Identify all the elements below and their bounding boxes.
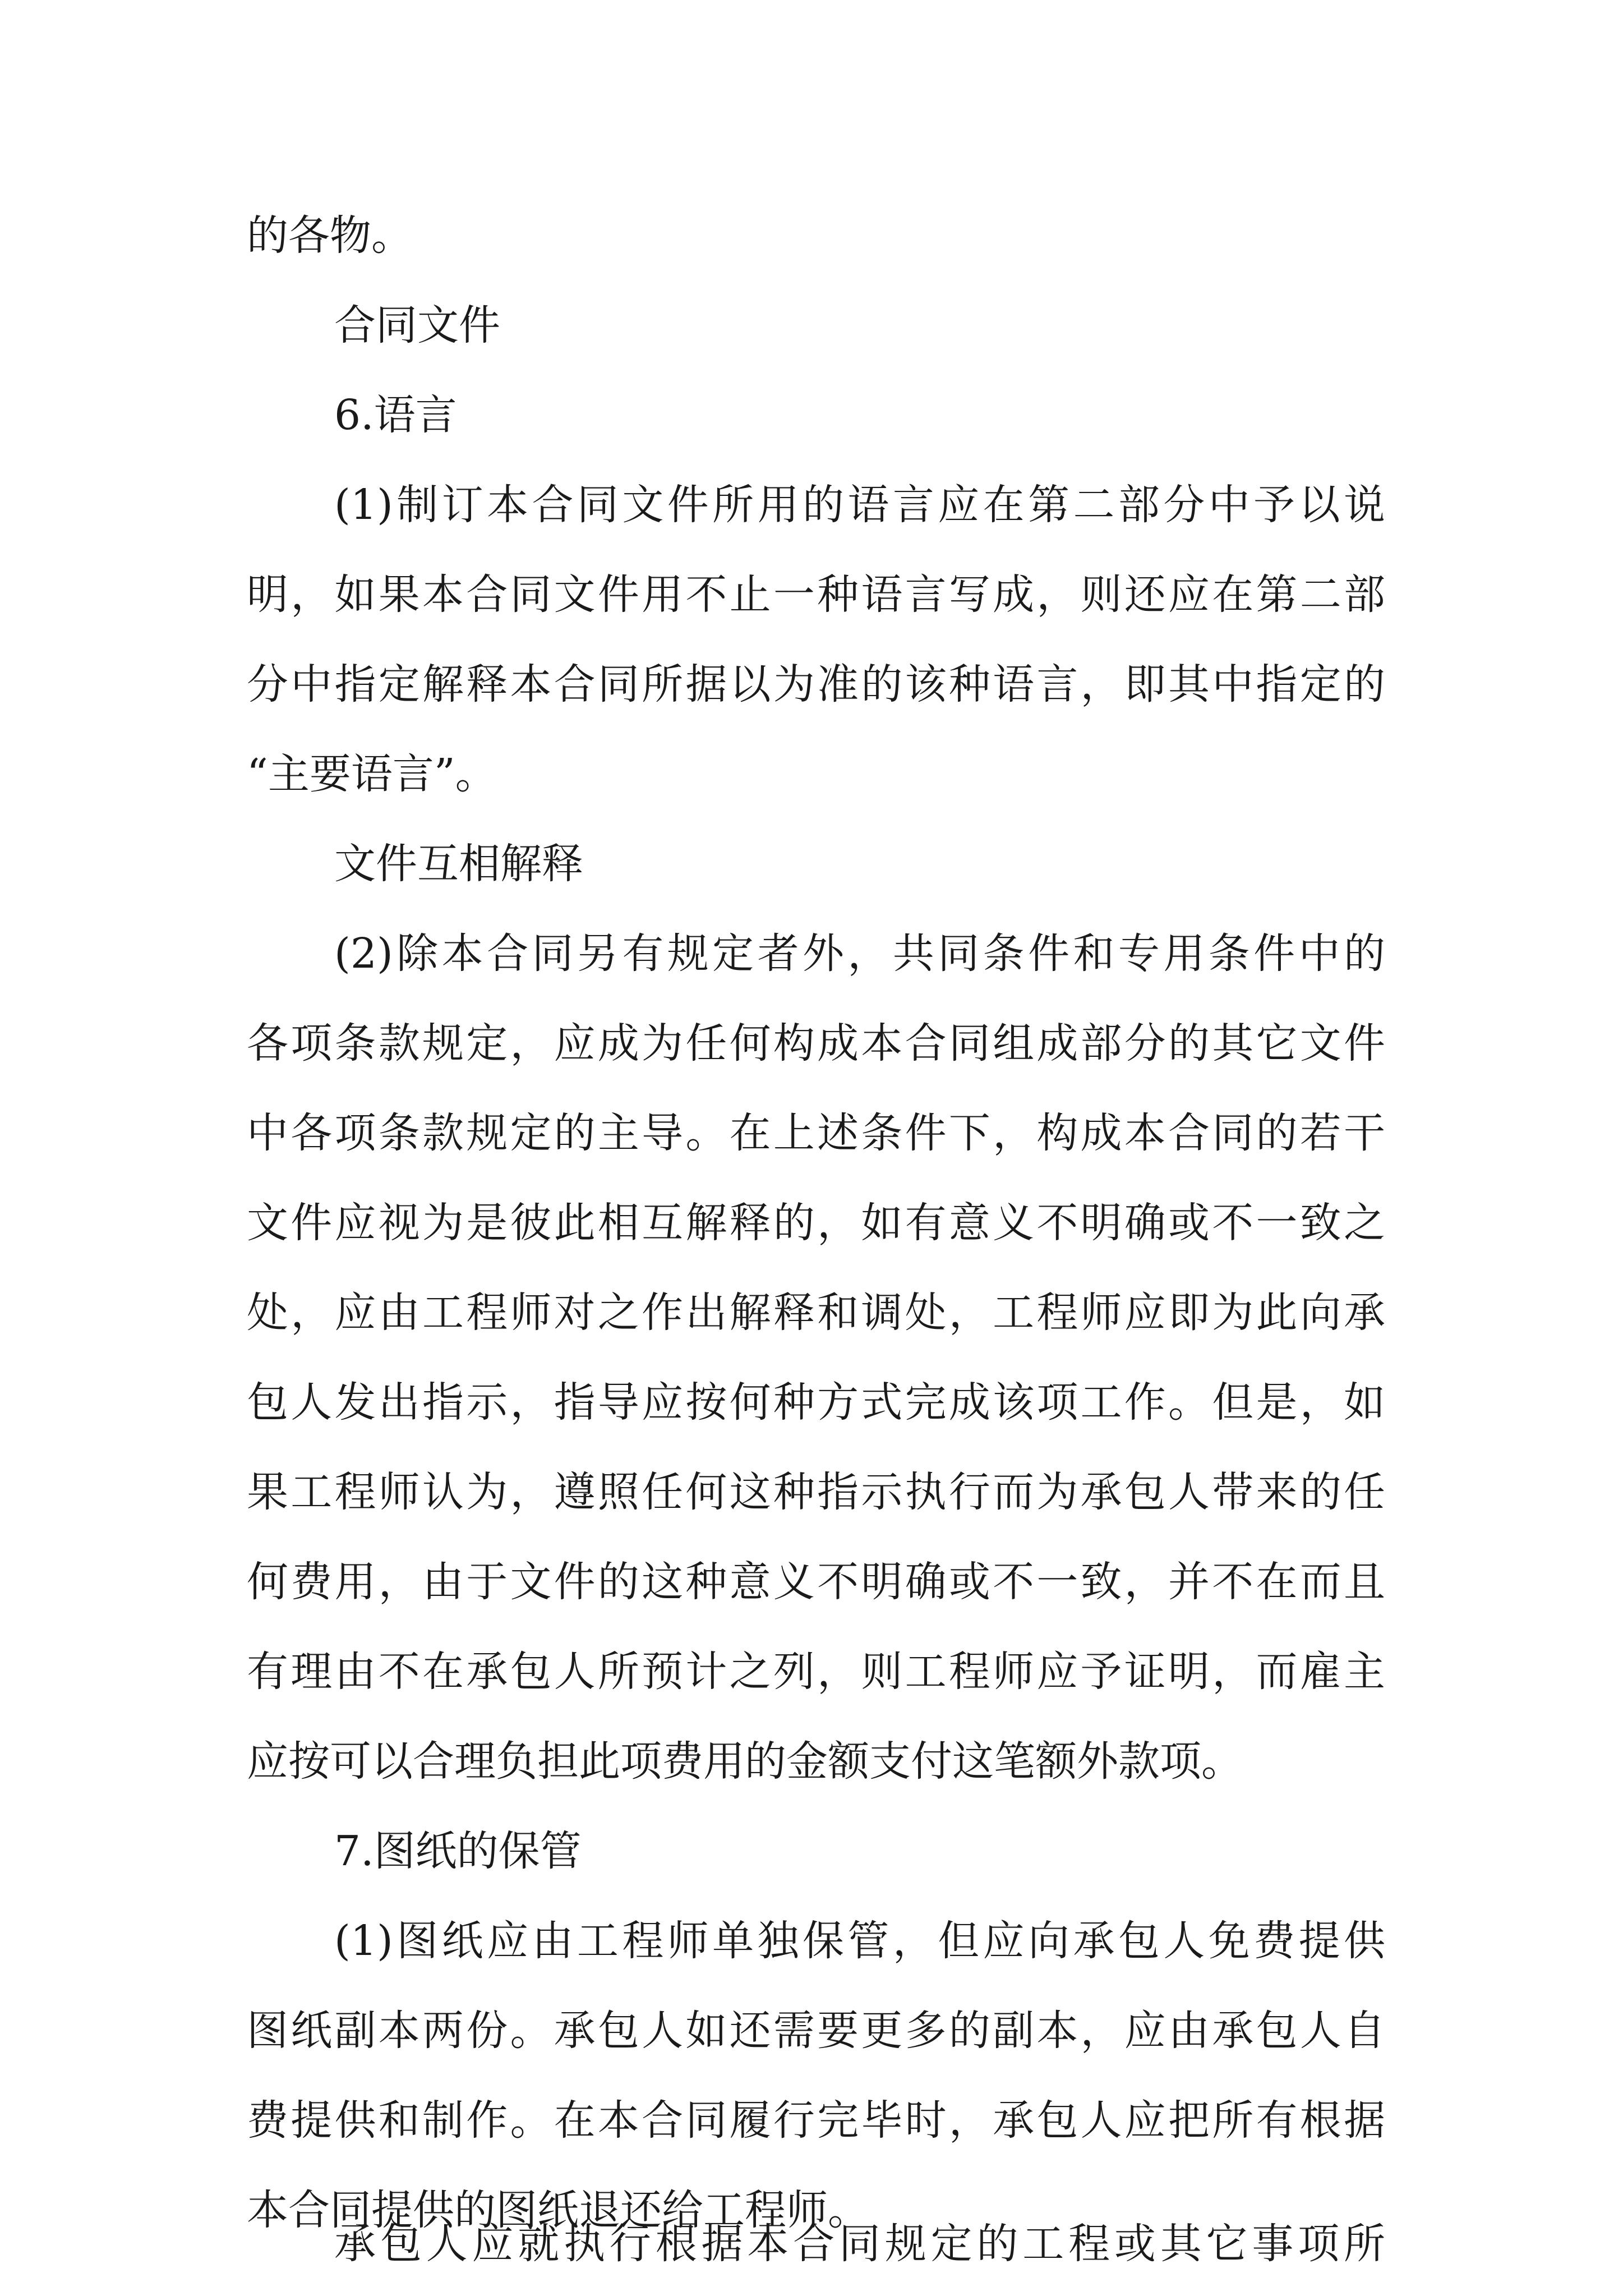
text-line: (1)图纸应由工程师单独保管，但应向承包人免费提供 — [334, 1917, 1385, 1965]
section-heading: 合同文件 — [334, 301, 500, 349]
text-line: 文件应视为是彼此相互解释的，如有意义不明确或不一致之 — [247, 1199, 1385, 1247]
text-line: 何费用，由于文件的这种意义不明确或不一致，并不在而且 — [247, 1558, 1385, 1606]
text-line: 费提供和制作。在本合同履行完毕时，承包人应把所有根据 — [247, 2096, 1385, 2145]
text-line: 中各项条款规定的主导。在上述条件下，构成本合同的若干 — [247, 1109, 1385, 1157]
text-line: 明，如果本合同文件用不止一种语言写成，则还应在第二部 — [247, 570, 1385, 619]
text-line: “主要语言”。 — [247, 750, 497, 798]
text-line: 包人发出指示，指导应按何种方式完成该项工作。但是，如 — [247, 1378, 1385, 1427]
section-heading: 7.图纸的保管 — [334, 1827, 582, 1875]
text-line: 各项条款规定，应成为任何构成本合同组成部分的其它文件 — [247, 1019, 1385, 1068]
text-line: (2)除本合同另有规定者外，共同条件和专用条件中的 — [334, 930, 1385, 978]
text-line: (1)制订本合同文件所用的语言应在第二部分中予以说 — [334, 481, 1385, 529]
text-line: 承包人应就执行根据本合同规定的工程或其它事项所 — [334, 2220, 1385, 2268]
text-line: 处，应由工程师对之作出解释和调处，工程师应即为此向承 — [247, 1289, 1385, 1337]
text-line: 分中指定解释本合同所据以为准的该种语言，即其中指定的 — [247, 660, 1385, 708]
text-line: 有理由不在承包人所预计之列，则工程师应予证明，而雇主 — [247, 1648, 1385, 1696]
section-heading: 文件互相解释 — [334, 840, 583, 888]
text-line: 本合同提供的图纸退还给工程师。 — [247, 2186, 869, 2234]
text-line: 果工程师认为，遵照任何这种指示执行而为承包人带来的任 — [247, 1468, 1385, 1516]
text-line: 应按可以合理负担此项费用的金额支付这笔额外款项。 — [247, 1737, 1243, 1786]
section-heading: 6.语言 — [334, 391, 457, 439]
text-line: 图纸副本两份。承包人如还需要更多的副本，应由承包人自 — [247, 2007, 1385, 2055]
text-line: 的各物。 — [247, 211, 413, 260]
